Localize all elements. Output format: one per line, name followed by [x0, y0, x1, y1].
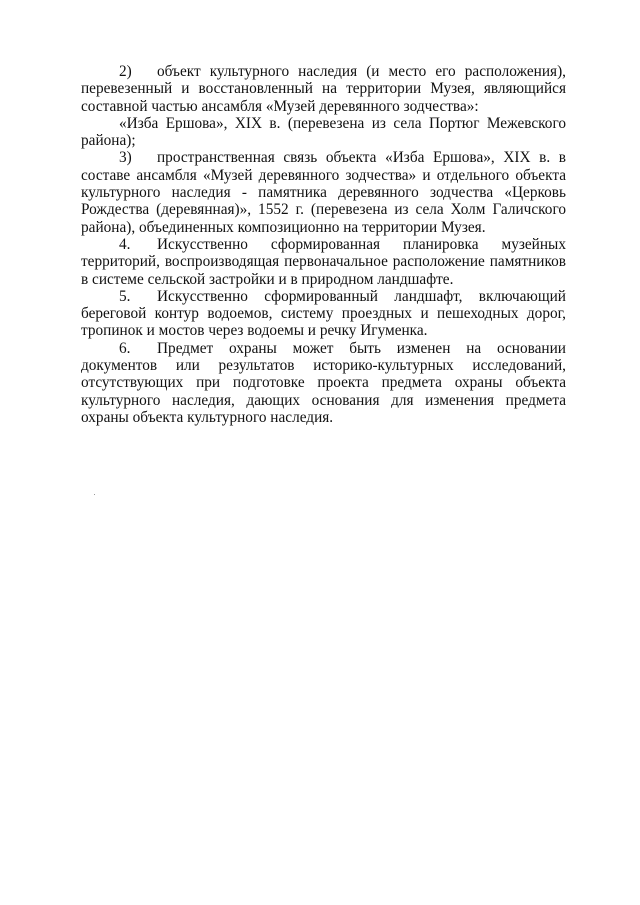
paragraph-text: объект культурного наследия (и место его расположения), перевезенный и восстановленный на территории Музея, являющийся составной частью ансамбля «Музей деревянного зодчества»:: [81, 63, 566, 115]
item-number: 4.: [119, 235, 131, 253]
paragraph-item-4: [81, 236, 566, 288]
document-page: [81, 63, 566, 426]
item-number: 3): [119, 149, 132, 167]
paragraph-item-6: [81, 340, 566, 426]
paragraph-item-2: [81, 63, 566, 115]
scan-speck: [94, 494, 95, 495]
paragraph-text: «Изба Ершова», XIX в. (перевезена из села Портюг Межевского района);: [81, 114, 566, 150]
item-number: 6.: [119, 339, 131, 357]
paragraph-text: Искусственно сформированная планировка музейных территорий, воспроизводящая первоначальное расположение памятников в системе сельской застройки и в природном ландшафте.: [81, 235, 566, 288]
paragraph-text: Искусственно сформированный ландшафт, включающий береговой контур водоемов, систему проездных и пешеходных дорог, тропинок и мостов через водоемы и речку Игуменка.: [81, 287, 566, 340]
paragraph-izba-ershova: [81, 115, 566, 150]
item-number: 5.: [119, 287, 131, 305]
item-number: 2): [119, 63, 132, 80]
paragraph-text: пространственная связь объекта «Изба Ершова», XIX в. в составе ансамбля «Музей деревянного зодчества» и отдельного объекта культурного наследия - памятника деревянного зодчества «Церковь Рождества (деревянная)», 1552 г. (перевезена из села Холм Галичского района), объединенных композиционно на территории Музея.: [81, 149, 566, 236]
paragraph-text: Предмет охраны может быть изменен на основании документов или результатов историко-культурных исследований, отсутствующих при подготовке проекта предмета охраны объекта культурного наследия, дающих основания для изменения предмета охраны объекта культурного наследия.: [81, 339, 566, 426]
paragraph-item-3: [81, 149, 566, 235]
paragraph-item-5: [81, 288, 566, 340]
